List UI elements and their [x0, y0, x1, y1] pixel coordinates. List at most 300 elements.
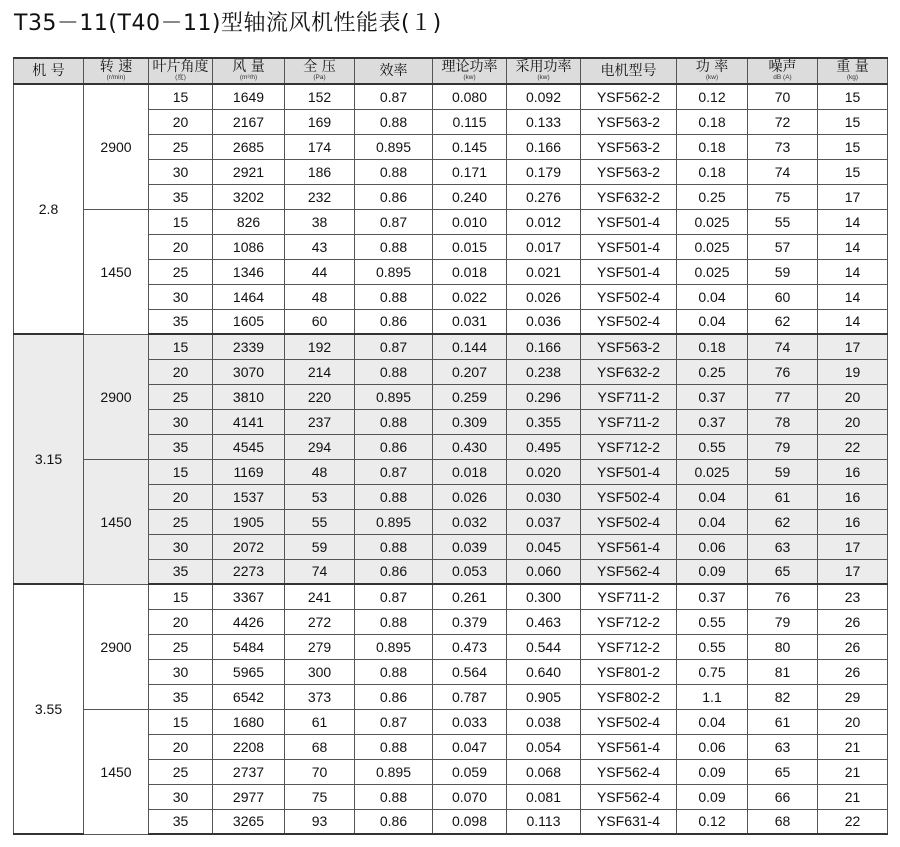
cell-motor-power: 0.04	[677, 509, 748, 534]
table-body	[14, 84, 888, 834]
cell-motor-power: 0.04	[677, 284, 748, 309]
cell-theoretical-power: 0.207	[433, 359, 507, 384]
cell-theoretical-power: 0.144	[433, 334, 507, 359]
header-adopted-power: 采用功率 (kw)	[507, 58, 581, 84]
cell-pressure: 68	[285, 734, 355, 759]
cell-adopted-power: 0.276	[507, 184, 581, 209]
cell-theoretical-power: 0.430	[433, 434, 507, 459]
cell-adopted-power: 0.081	[507, 784, 581, 809]
cell-pressure: 44	[285, 259, 355, 284]
header-motor-model: 电机型号	[581, 58, 677, 84]
cell-efficiency: 0.87	[355, 334, 433, 359]
cell-theoretical-power: 0.010	[433, 209, 507, 234]
cell-pressure: 60	[285, 309, 355, 334]
cell-noise: 61	[748, 709, 818, 734]
cell-weight: 15	[818, 109, 888, 134]
cell-airflow: 4141	[213, 409, 285, 434]
cell-blade-angle: 25	[149, 634, 213, 659]
cell-noise: 78	[748, 409, 818, 434]
cell-efficiency: 0.895	[355, 509, 433, 534]
cell-adopted-power: 0.012	[507, 209, 581, 234]
cell-airflow: 1680	[213, 709, 285, 734]
cell-weight: 20	[818, 709, 888, 734]
cell-motor-model: YSF501-4	[581, 209, 677, 234]
cell-motor-power: 0.25	[677, 359, 748, 384]
cell-efficiency: 0.87	[355, 209, 433, 234]
cell-efficiency: 0.86	[355, 184, 433, 209]
cell-adopted-power: 0.092	[507, 84, 581, 109]
cell-weight: 22	[818, 809, 888, 834]
cell-blade-angle: 35	[149, 809, 213, 834]
cell-weight: 14	[818, 234, 888, 259]
cell-adopted-power: 0.021	[507, 259, 581, 284]
cell-blade-angle: 35	[149, 309, 213, 334]
cell-motor-power: 0.25	[677, 184, 748, 209]
cell-blade-angle: 15	[149, 84, 213, 109]
cell-airflow: 1346	[213, 259, 285, 284]
cell-blade-angle: 15	[149, 584, 213, 609]
cell-adopted-power: 0.463	[507, 609, 581, 634]
table-row	[14, 84, 888, 109]
cell-efficiency: 0.87	[355, 584, 433, 609]
cell-model: 3.55	[14, 584, 84, 834]
cell-motor-power: 0.06	[677, 734, 748, 759]
cell-weight: 17	[818, 559, 888, 584]
cell-noise: 63	[748, 734, 818, 759]
cell-pressure: 48	[285, 459, 355, 484]
cell-motor-power: 0.025	[677, 259, 748, 284]
cell-motor-model: YSF562-4	[581, 559, 677, 584]
cell-weight: 26	[818, 609, 888, 634]
cell-weight: 19	[818, 359, 888, 384]
cell-pressure: 186	[285, 159, 355, 184]
cell-efficiency: 0.87	[355, 84, 433, 109]
cell-weight: 17	[818, 534, 888, 559]
cell-motor-model: YSF801-2	[581, 659, 677, 684]
cell-airflow: 1905	[213, 509, 285, 534]
cell-motor-power: 0.37	[677, 409, 748, 434]
cell-airflow: 3367	[213, 584, 285, 609]
cell-airflow: 1605	[213, 309, 285, 334]
cell-pressure: 237	[285, 409, 355, 434]
cell-efficiency: 0.86	[355, 309, 433, 334]
cell-efficiency: 0.88	[355, 109, 433, 134]
cell-pressure: 93	[285, 809, 355, 834]
cell-noise: 59	[748, 459, 818, 484]
cell-efficiency: 0.88	[355, 234, 433, 259]
cell-speed: 1450	[84, 209, 149, 334]
header-noise: 噪声 dB (A)	[748, 58, 818, 84]
cell-airflow: 3810	[213, 384, 285, 409]
table-row	[14, 459, 888, 484]
header-row	[14, 58, 888, 84]
cell-airflow: 6542	[213, 684, 285, 709]
cell-adopted-power: 0.133	[507, 109, 581, 134]
cell-efficiency: 0.895	[355, 759, 433, 784]
cell-motor-model: YSF561-4	[581, 734, 677, 759]
cell-adopted-power: 0.166	[507, 334, 581, 359]
cell-blade-angle: 35	[149, 434, 213, 459]
cell-theoretical-power: 0.047	[433, 734, 507, 759]
cell-pressure: 272	[285, 609, 355, 634]
cell-blade-angle: 15	[149, 459, 213, 484]
cell-motor-model: YSF561-4	[581, 534, 677, 559]
cell-noise: 65	[748, 559, 818, 584]
header-weight: 重 量 (kg)	[818, 58, 888, 84]
cell-weight: 23	[818, 584, 888, 609]
cell-adopted-power: 0.238	[507, 359, 581, 384]
cell-motor-model: YSF502-4	[581, 709, 677, 734]
cell-theoretical-power: 0.261	[433, 584, 507, 609]
cell-motor-model: YSF712-2	[581, 434, 677, 459]
cell-theoretical-power: 0.022	[433, 284, 507, 309]
cell-pressure: 75	[285, 784, 355, 809]
cell-efficiency: 0.88	[355, 359, 433, 384]
cell-theoretical-power: 0.053	[433, 559, 507, 584]
cell-theoretical-power: 0.259	[433, 384, 507, 409]
cell-noise: 82	[748, 684, 818, 709]
cell-speed: 1450	[84, 709, 149, 834]
cell-efficiency: 0.86	[355, 684, 433, 709]
cell-motor-model: YSF631-4	[581, 809, 677, 834]
cell-efficiency: 0.895	[355, 634, 433, 659]
cell-blade-angle: 20	[149, 234, 213, 259]
cell-weight: 14	[818, 309, 888, 334]
cell-motor-model: YSF563-2	[581, 159, 677, 184]
cell-efficiency: 0.88	[355, 284, 433, 309]
cell-motor-power: 0.18	[677, 134, 748, 159]
cell-pressure: 373	[285, 684, 355, 709]
cell-noise: 57	[748, 234, 818, 259]
cell-motor-model: YSF632-2	[581, 359, 677, 384]
cell-noise: 74	[748, 159, 818, 184]
cell-weight: 20	[818, 384, 888, 409]
cell-theoretical-power: 0.080	[433, 84, 507, 109]
cell-efficiency: 0.87	[355, 709, 433, 734]
cell-blade-angle: 25	[149, 384, 213, 409]
cell-adopted-power: 0.030	[507, 484, 581, 509]
cell-weight: 14	[818, 209, 888, 234]
cell-motor-model: YSF562-2	[581, 84, 677, 109]
cell-pressure: 214	[285, 359, 355, 384]
cell-airflow: 1464	[213, 284, 285, 309]
cell-theoretical-power: 0.026	[433, 484, 507, 509]
cell-weight: 17	[818, 184, 888, 209]
cell-noise: 61	[748, 484, 818, 509]
cell-weight: 15	[818, 134, 888, 159]
cell-blade-angle: 30	[149, 534, 213, 559]
cell-airflow: 826	[213, 209, 285, 234]
header-blade-angle: 叶片角度 (度)	[149, 58, 213, 84]
cell-noise: 80	[748, 634, 818, 659]
cell-blade-angle: 30	[149, 284, 213, 309]
cell-airflow: 2977	[213, 784, 285, 809]
cell-weight: 21	[818, 784, 888, 809]
cell-motor-model: YSF711-2	[581, 384, 677, 409]
cell-adopted-power: 0.300	[507, 584, 581, 609]
cell-motor-power: 0.55	[677, 434, 748, 459]
cell-efficiency: 0.895	[355, 384, 433, 409]
cell-pressure: 61	[285, 709, 355, 734]
performance-table	[13, 57, 888, 835]
cell-efficiency: 0.86	[355, 559, 433, 584]
cell-motor-power: 0.025	[677, 459, 748, 484]
cell-weight: 16	[818, 484, 888, 509]
cell-airflow: 2685	[213, 134, 285, 159]
cell-adopted-power: 0.038	[507, 709, 581, 734]
cell-noise: 79	[748, 609, 818, 634]
cell-theoretical-power: 0.098	[433, 809, 507, 834]
cell-motor-power: 0.12	[677, 84, 748, 109]
cell-pressure: 55	[285, 509, 355, 534]
cell-efficiency: 0.88	[355, 784, 433, 809]
cell-motor-model: YSF632-2	[581, 184, 677, 209]
cell-pressure: 220	[285, 384, 355, 409]
cell-motor-power: 0.18	[677, 109, 748, 134]
cell-noise: 62	[748, 309, 818, 334]
cell-pressure: 192	[285, 334, 355, 359]
cell-adopted-power: 0.905	[507, 684, 581, 709]
header-motor-power: 功 率 (kw)	[677, 58, 748, 84]
cell-noise: 62	[748, 509, 818, 534]
cell-motor-model: YSF563-2	[581, 134, 677, 159]
cell-efficiency: 0.88	[355, 534, 433, 559]
cell-pressure: 174	[285, 134, 355, 159]
cell-blade-angle: 20	[149, 109, 213, 134]
cell-motor-power: 0.55	[677, 634, 748, 659]
cell-theoretical-power: 0.145	[433, 134, 507, 159]
cell-blade-angle: 15	[149, 209, 213, 234]
cell-airflow: 2167	[213, 109, 285, 134]
cell-adopted-power: 0.017	[507, 234, 581, 259]
cell-adopted-power: 0.640	[507, 659, 581, 684]
cell-weight: 21	[818, 734, 888, 759]
cell-efficiency: 0.895	[355, 134, 433, 159]
cell-noise: 66	[748, 784, 818, 809]
cell-noise: 68	[748, 809, 818, 834]
cell-noise: 77	[748, 384, 818, 409]
cell-weight: 16	[818, 509, 888, 534]
cell-theoretical-power: 0.039	[433, 534, 507, 559]
cell-efficiency: 0.88	[355, 659, 433, 684]
cell-pressure: 232	[285, 184, 355, 209]
cell-weight: 15	[818, 84, 888, 109]
cell-weight: 26	[818, 659, 888, 684]
cell-theoretical-power: 0.018	[433, 259, 507, 284]
cell-motor-power: 0.09	[677, 559, 748, 584]
cell-adopted-power: 0.113	[507, 809, 581, 834]
cell-blade-angle: 35	[149, 684, 213, 709]
cell-motor-power: 0.06	[677, 534, 748, 559]
cell-blade-angle: 25	[149, 134, 213, 159]
cell-motor-model: YSF711-2	[581, 584, 677, 609]
cell-efficiency: 0.895	[355, 259, 433, 284]
header-speed: 转 速 (r/min)	[84, 58, 149, 84]
cell-airflow: 4426	[213, 609, 285, 634]
cell-speed: 2900	[84, 334, 149, 459]
table-row	[14, 584, 888, 609]
cell-efficiency: 0.86	[355, 809, 433, 834]
cell-noise: 70	[748, 84, 818, 109]
cell-theoretical-power: 0.115	[433, 109, 507, 134]
cell-motor-model: YSF563-2	[581, 109, 677, 134]
page-title: T35－11(T40－11)型轴流风机性能表(１)	[14, 11, 442, 36]
cell-theoretical-power: 0.031	[433, 309, 507, 334]
cell-theoretical-power: 0.564	[433, 659, 507, 684]
cell-motor-power: 0.37	[677, 584, 748, 609]
cell-airflow: 1537	[213, 484, 285, 509]
cell-motor-model: YSF562-4	[581, 759, 677, 784]
cell-motor-model: YSF562-4	[581, 784, 677, 809]
cell-adopted-power: 0.054	[507, 734, 581, 759]
cell-motor-power: 0.18	[677, 159, 748, 184]
cell-motor-power: 0.12	[677, 809, 748, 834]
cell-noise: 65	[748, 759, 818, 784]
cell-motor-power: 0.75	[677, 659, 748, 684]
cell-noise: 59	[748, 259, 818, 284]
cell-motor-model: YSF712-2	[581, 609, 677, 634]
cell-weight: 14	[818, 259, 888, 284]
cell-motor-power: 0.18	[677, 334, 748, 359]
cell-efficiency: 0.88	[355, 159, 433, 184]
cell-theoretical-power: 0.032	[433, 509, 507, 534]
cell-airflow: 1169	[213, 459, 285, 484]
cell-motor-power: 1.1	[677, 684, 748, 709]
cell-efficiency: 0.88	[355, 734, 433, 759]
cell-motor-power: 0.04	[677, 709, 748, 734]
cell-motor-power: 0.04	[677, 309, 748, 334]
cell-adopted-power: 0.045	[507, 534, 581, 559]
cell-weight: 15	[818, 159, 888, 184]
cell-blade-angle: 30	[149, 159, 213, 184]
cell-motor-model: YSF712-2	[581, 634, 677, 659]
cell-noise: 74	[748, 334, 818, 359]
cell-adopted-power: 0.544	[507, 634, 581, 659]
cell-weight: 22	[818, 434, 888, 459]
cell-blade-angle: 20	[149, 609, 213, 634]
cell-pressure: 241	[285, 584, 355, 609]
cell-efficiency: 0.87	[355, 459, 433, 484]
cell-motor-power: 0.025	[677, 234, 748, 259]
cell-airflow: 3202	[213, 184, 285, 209]
cell-speed: 2900	[84, 84, 149, 209]
cell-airflow: 4545	[213, 434, 285, 459]
cell-adopted-power: 0.068	[507, 759, 581, 784]
cell-blade-angle: 20	[149, 734, 213, 759]
cell-airflow: 2921	[213, 159, 285, 184]
cell-noise: 55	[748, 209, 818, 234]
cell-theoretical-power: 0.033	[433, 709, 507, 734]
cell-efficiency: 0.88	[355, 609, 433, 634]
cell-noise: 75	[748, 184, 818, 209]
cell-blade-angle: 30	[149, 409, 213, 434]
cell-blade-angle: 35	[149, 559, 213, 584]
cell-theoretical-power: 0.787	[433, 684, 507, 709]
cell-blade-angle: 35	[149, 184, 213, 209]
cell-adopted-power: 0.036	[507, 309, 581, 334]
cell-noise: 73	[748, 134, 818, 159]
cell-model: 3.15	[14, 334, 84, 584]
cell-motor-model: YSF501-4	[581, 234, 677, 259]
cell-blade-angle: 25	[149, 759, 213, 784]
cell-blade-angle: 20	[149, 359, 213, 384]
cell-airflow: 5965	[213, 659, 285, 684]
cell-pressure: 74	[285, 559, 355, 584]
cell-pressure: 294	[285, 434, 355, 459]
cell-weight: 29	[818, 684, 888, 709]
cell-adopted-power: 0.495	[507, 434, 581, 459]
cell-airflow: 2273	[213, 559, 285, 584]
cell-airflow: 3265	[213, 809, 285, 834]
cell-blade-angle: 30	[149, 659, 213, 684]
cell-pressure: 70	[285, 759, 355, 784]
cell-blade-angle: 30	[149, 784, 213, 809]
cell-noise: 76	[748, 359, 818, 384]
cell-weight: 16	[818, 459, 888, 484]
cell-adopted-power: 0.179	[507, 159, 581, 184]
cell-pressure: 43	[285, 234, 355, 259]
header-efficiency: 效率	[355, 58, 433, 84]
cell-pressure: 152	[285, 84, 355, 109]
cell-theoretical-power: 0.309	[433, 409, 507, 434]
cell-blade-angle: 20	[149, 484, 213, 509]
header-theoretical-power: 理论功率 (kw)	[433, 58, 507, 84]
cell-weight: 21	[818, 759, 888, 784]
cell-efficiency: 0.88	[355, 409, 433, 434]
cell-blade-angle: 15	[149, 334, 213, 359]
cell-motor-power: 0.025	[677, 209, 748, 234]
cell-adopted-power: 0.060	[507, 559, 581, 584]
cell-adopted-power: 0.037	[507, 509, 581, 534]
cell-model: 2.8	[14, 84, 84, 334]
cell-blade-angle: 15	[149, 709, 213, 734]
cell-speed: 1450	[84, 459, 149, 584]
cell-adopted-power: 0.026	[507, 284, 581, 309]
cell-motor-model: YSF502-4	[581, 284, 677, 309]
table-row	[14, 709, 888, 734]
cell-theoretical-power: 0.473	[433, 634, 507, 659]
cell-noise: 76	[748, 584, 818, 609]
cell-pressure: 38	[285, 209, 355, 234]
cell-efficiency: 0.88	[355, 484, 433, 509]
cell-theoretical-power: 0.059	[433, 759, 507, 784]
cell-airflow: 2737	[213, 759, 285, 784]
cell-weight: 26	[818, 634, 888, 659]
cell-motor-power: 0.09	[677, 759, 748, 784]
cell-theoretical-power: 0.018	[433, 459, 507, 484]
cell-airflow: 2339	[213, 334, 285, 359]
cell-motor-model: YSF802-2	[581, 684, 677, 709]
cell-noise: 72	[748, 109, 818, 134]
header-model: 机 号	[14, 58, 84, 84]
cell-theoretical-power: 0.171	[433, 159, 507, 184]
cell-adopted-power: 0.020	[507, 459, 581, 484]
cell-pressure: 300	[285, 659, 355, 684]
cell-weight: 20	[818, 409, 888, 434]
cell-adopted-power: 0.166	[507, 134, 581, 159]
cell-motor-model: YSF563-2	[581, 334, 677, 359]
cell-blade-angle: 25	[149, 259, 213, 284]
cell-airflow: 1649	[213, 84, 285, 109]
cell-noise: 63	[748, 534, 818, 559]
cell-pressure: 59	[285, 534, 355, 559]
cell-efficiency: 0.86	[355, 434, 433, 459]
cell-airflow: 1086	[213, 234, 285, 259]
cell-airflow: 2072	[213, 534, 285, 559]
cell-theoretical-power: 0.070	[433, 784, 507, 809]
header-pressure: 全 压 (Pa)	[285, 58, 355, 84]
cell-motor-model: YSF711-2	[581, 409, 677, 434]
